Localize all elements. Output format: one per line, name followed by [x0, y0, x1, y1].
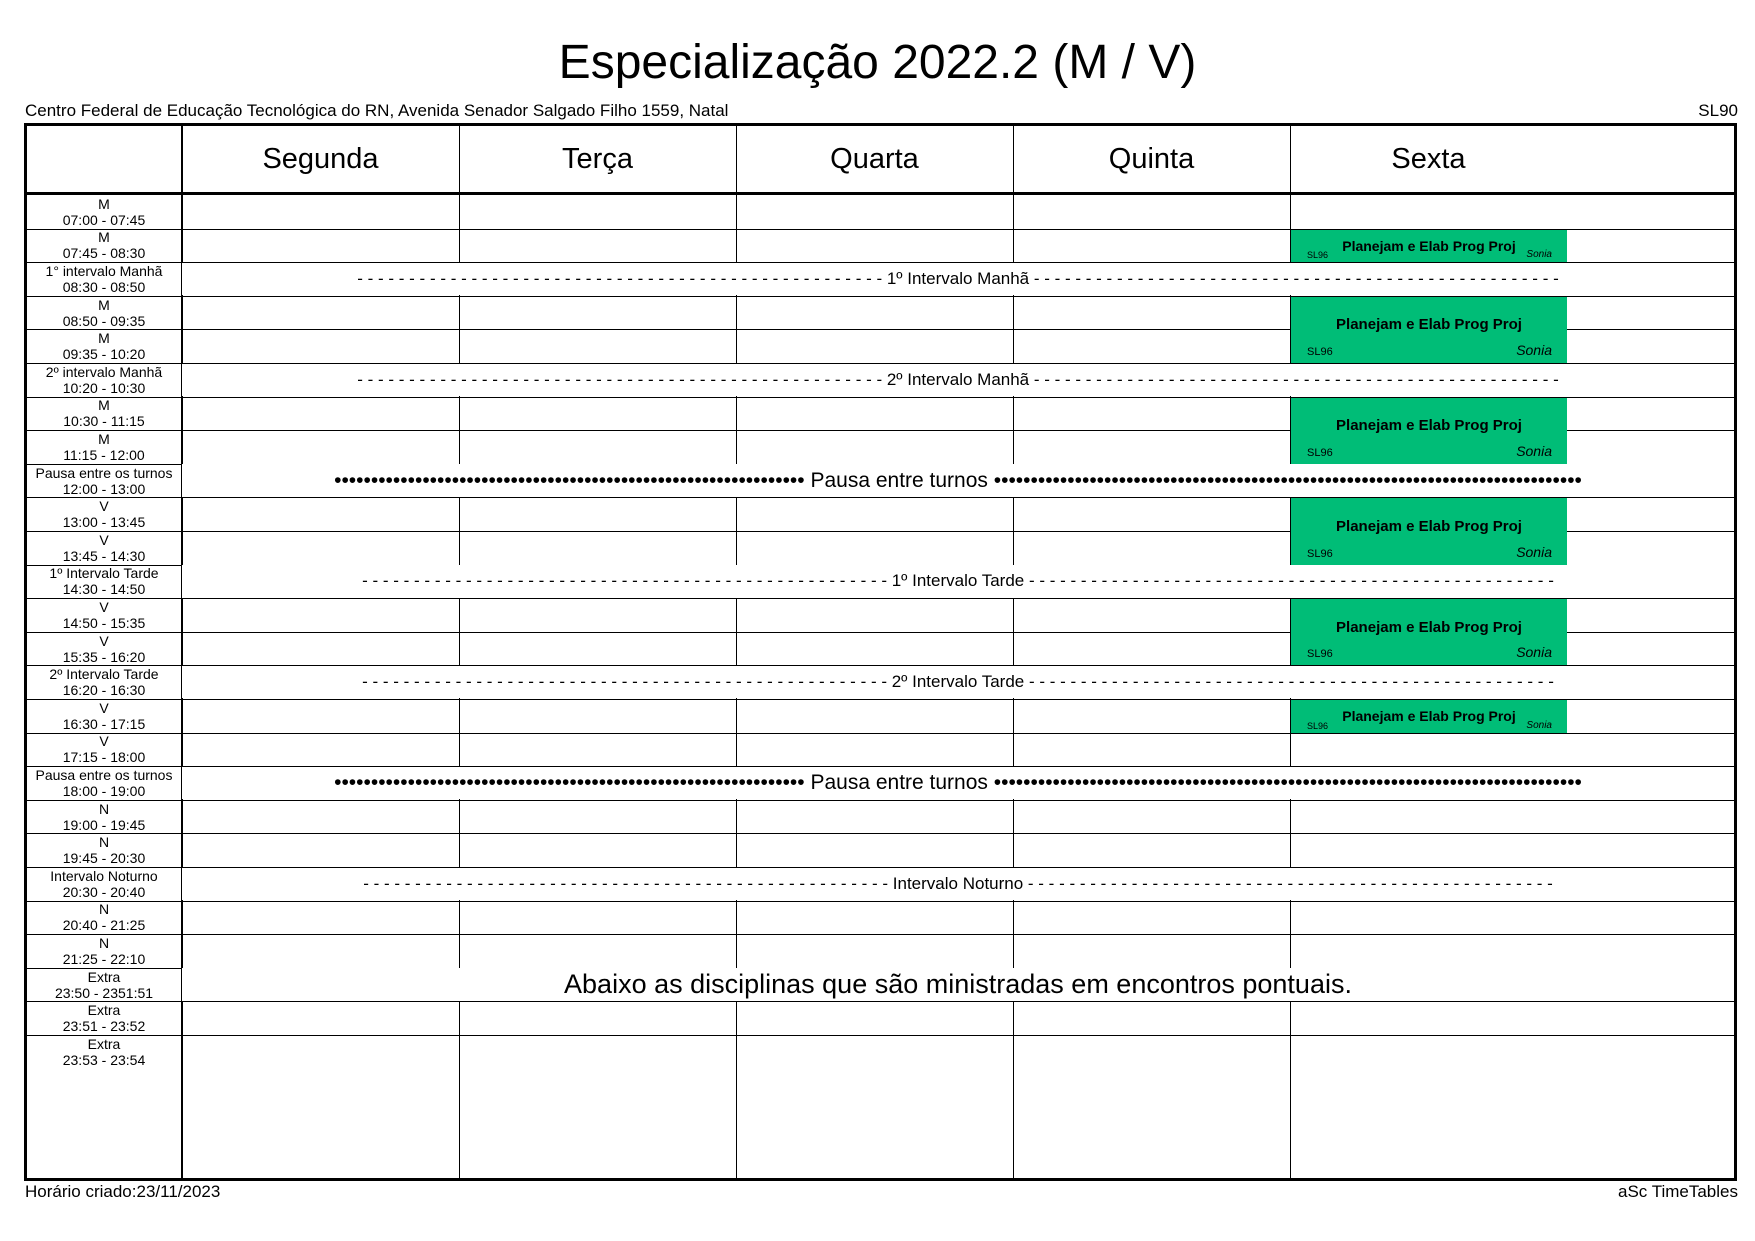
- lesson-room: SL96: [1307, 250, 1329, 261]
- row-divider: [27, 1035, 1734, 1036]
- row-divider: [27, 1001, 1734, 1002]
- period-time: 17:15 - 18:00: [62, 749, 146, 766]
- period-label: [27, 229, 181, 263]
- lesson-room: SL96: [1307, 446, 1333, 459]
- period-time: 12:00 - 13:00: [62, 480, 146, 497]
- lesson-subject: Planejam e Elab Prog Proj: [1336, 618, 1522, 636]
- period-time: 15:35 - 16:20: [62, 648, 146, 665]
- break-label: [27, 464, 181, 498]
- period-name: V: [99, 699, 109, 716]
- period-name: 1º Intervalo Tarde: [49, 565, 159, 582]
- period-name: V: [99, 632, 109, 649]
- lesson-subject: Planejam e Elab Prog Proj: [1342, 237, 1516, 254]
- period-name: V: [99, 531, 109, 548]
- period-name: Extra: [87, 1035, 121, 1052]
- row-divider: [27, 901, 1734, 902]
- lesson-card[interactable]: [1291, 700, 1567, 733]
- lesson-subject: Planejam e Elab Prog Proj: [1342, 708, 1516, 724]
- page-title: Especialização 2022.2 (M / V): [558, 36, 1197, 89]
- period-name: M: [98, 195, 110, 212]
- period-time: 23:51 - 23:52: [62, 1018, 146, 1035]
- break-band: - - - - - - - - - - - - - - - - - - - - - - - - - - - - - - - - - - - - - - - - - - - - - - - - - - - 2º Intervalo Manhã - - - - - - - - - - - - - - - - - - - - - - - - - - - - - - - - - - - - - - - - - - - - - - - - - - -: [182, 364, 1734, 397]
- lesson-subject: Planejam e Elab Prog Proj: [1336, 417, 1522, 435]
- break-label: [27, 262, 181, 296]
- period-label: [27, 833, 181, 867]
- period-name: N: [98, 934, 110, 951]
- break-label: [27, 565, 181, 599]
- lesson-teacher: Sonia: [1516, 442, 1552, 459]
- row-divider: [27, 833, 1734, 834]
- period-label: [27, 934, 181, 968]
- period-time: 16:30 - 17:15: [62, 715, 146, 732]
- period-label: [27, 329, 181, 363]
- lesson-card[interactable]: [1291, 498, 1567, 564]
- period-label: [27, 430, 181, 464]
- period-label: [27, 1001, 181, 1035]
- extra-note: Abaixo as disciplinas que são ministradas em encontros pontuais.: [182, 968, 1734, 1001]
- period-time: 20:40 - 21:25: [62, 917, 146, 934]
- institution-address: Centro Federal de Educação Tecnológica do RN, Avenida Senador Salgado Filho 1559, Natal: [25, 101, 729, 120]
- period-time: 10:30 - 11:15: [63, 413, 145, 430]
- period-label: [27, 296, 181, 330]
- period-name: Pausa entre os turnos: [35, 464, 173, 481]
- period-label: [27, 800, 181, 834]
- lesson-card[interactable]: [1291, 297, 1567, 363]
- period-name: M: [98, 397, 110, 414]
- lesson-room: SL96: [1307, 547, 1333, 560]
- lesson-teacher: Sonia: [1516, 341, 1552, 358]
- period-label: [27, 1035, 181, 1069]
- break-band: - - - - - - - - - - - - - - - - - - - - - - - - - - - - - - - - - - - - - - - - - - - - - - - - - - - 1º Intervalo Tarde - - - - - - - - - - - - - - - - - - - - - - - - - - - - - - - - - - - - - - - - - - - - - - - - - - -: [182, 565, 1734, 598]
- period-time: 14:30 - 14:50: [62, 581, 146, 598]
- break-band: - - - - - - - - - - - - - - - - - - - - - - - - - - - - - - - - - - - - - - - - - - - - - - - - - - - 1º Intervalo Manhã - - - - - - - - - - - - - - - - - - - - - - - - - - - - - - - - - - - - - - - - - - - - - - - - - - -: [182, 263, 1734, 296]
- period-time: 07:45 - 08:30: [62, 245, 146, 262]
- break-label: [27, 867, 181, 901]
- period-label: [27, 632, 181, 666]
- period-label: [27, 699, 181, 733]
- day-header-sexta: Sexta: [1391, 142, 1466, 175]
- period-label: [27, 531, 181, 565]
- break-band: •••••••••••••••••••••••••••••••••••••••••••••••••••••••••••••••• Pausa entre turnos ••••••••••••••••••••••••••••••••••••••••••••••••••••••••••••••••••••••••••••••••: [182, 767, 1734, 800]
- break-label: [27, 665, 181, 699]
- lesson-card[interactable]: [1291, 599, 1567, 665]
- period-time: 23:50 - 2351:51: [54, 984, 154, 1001]
- period-name: 2º intervalo Manhã: [45, 363, 163, 380]
- lesson-teacher: Sonia: [1526, 249, 1552, 261]
- lesson-subject: Planejam e Elab Prog Proj: [1336, 517, 1522, 535]
- period-time: 08:50 - 09:35: [62, 312, 146, 329]
- period-time: 08:30 - 08:50: [62, 278, 146, 295]
- period-time: 07:00 - 07:45: [62, 211, 146, 228]
- period-name: M: [98, 430, 110, 447]
- period-time: 20:30 - 20:40: [62, 883, 146, 900]
- period-label: [27, 901, 181, 935]
- break-band: - - - - - - - - - - - - - - - - - - - - - - - - - - - - - - - - - - - - - - - - - - - - - - - - - - - Intervalo Noturno - - - - - - - - - - - - - - - - - - - - - - - - - - - - - - - - - - - - - - - - - - - - - - - - - - -: [182, 868, 1734, 901]
- period-time: 16:20 - 16:30: [62, 682, 146, 699]
- period-name: Extra: [87, 968, 121, 985]
- period-label: [27, 195, 181, 229]
- break-band: - - - - - - - - - - - - - - - - - - - - - - - - - - - - - - - - - - - - - - - - - - - - - - - - - - - 2º Intervalo Tarde - - - - - - - - - - - - - - - - - - - - - - - - - - - - - - - - - - - - - - - - - - - - - - - - - - -: [182, 666, 1734, 699]
- period-name: N: [98, 901, 110, 918]
- row-divider: [27, 800, 1734, 801]
- lesson-room: SL96: [1307, 720, 1329, 731]
- period-name: Extra: [87, 1002, 121, 1019]
- row-divider: [27, 733, 1734, 734]
- period-time: 11:15 - 12:00: [63, 446, 145, 463]
- created-date: Horário criado:23/11/2023: [25, 1182, 221, 1201]
- lesson-card[interactable]: [1291, 398, 1567, 464]
- period-name: V: [99, 733, 109, 750]
- period-time: 18:00 - 19:00: [62, 782, 146, 799]
- period-name: Intervalo Noturno: [50, 867, 158, 884]
- period-name: V: [99, 598, 109, 615]
- period-time: 10:20 - 10:30: [62, 379, 146, 396]
- day-header-quarta: Quarta: [830, 142, 919, 175]
- break-label: [27, 968, 181, 1002]
- period-time: 09:35 - 10:20: [62, 346, 146, 363]
- break-label: [27, 766, 181, 800]
- period-time: 23:53 - 23:54: [62, 1051, 146, 1068]
- period-label: [27, 497, 181, 531]
- period-name: Pausa entre os turnos: [35, 766, 173, 783]
- day-header-terça: Terça: [562, 142, 633, 175]
- lesson-teacher: Sonia: [1516, 543, 1552, 560]
- period-name: N: [98, 800, 110, 817]
- period-time: 21:25 - 22:10: [62, 950, 146, 967]
- period-label: [27, 397, 181, 431]
- header-separator: [27, 192, 1734, 195]
- lesson-room: SL96: [1307, 345, 1333, 358]
- lesson-teacher: Sonia: [1526, 719, 1552, 731]
- room-code: SL90: [1698, 101, 1738, 120]
- period-name: V: [99, 498, 109, 515]
- period-label: [27, 598, 181, 632]
- period-time: 13:00 - 13:45: [62, 514, 146, 531]
- lesson-card[interactable]: [1291, 230, 1567, 263]
- break-label: [27, 363, 181, 397]
- row-divider: [27, 934, 1734, 935]
- period-name: M: [98, 296, 110, 313]
- period-name: M: [98, 229, 110, 246]
- period-name: 2º Intervalo Tarde: [49, 666, 159, 683]
- period-time: 19:00 - 19:45: [62, 816, 146, 833]
- lesson-room: SL96: [1307, 648, 1333, 661]
- day-header-segunda: Segunda: [262, 142, 379, 175]
- period-time: 19:45 - 20:30: [62, 850, 146, 867]
- period-time: 14:50 - 15:35: [62, 614, 146, 631]
- day-header-quinta: Quinta: [1108, 142, 1195, 175]
- timetable-grid: [24, 123, 1737, 1181]
- period-name: M: [98, 330, 110, 347]
- period-time: 13:45 - 14:30: [62, 547, 146, 564]
- software-credit: aSc TimeTables: [1618, 1182, 1738, 1201]
- period-name: N: [98, 834, 110, 851]
- period-label: [27, 733, 181, 767]
- lesson-teacher: Sonia: [1516, 644, 1552, 661]
- break-band: •••••••••••••••••••••••••••••••••••••••••••••••••••••••••••••••• Pausa entre turnos ••••••••••••••••••••••••••••••••••••••••••••••••••••••••••••••••••••••••••••••••: [182, 464, 1734, 497]
- period-name: 1° intervalo Manhã: [45, 262, 163, 279]
- lesson-subject: Planejam e Elab Prog Proj: [1336, 316, 1522, 334]
